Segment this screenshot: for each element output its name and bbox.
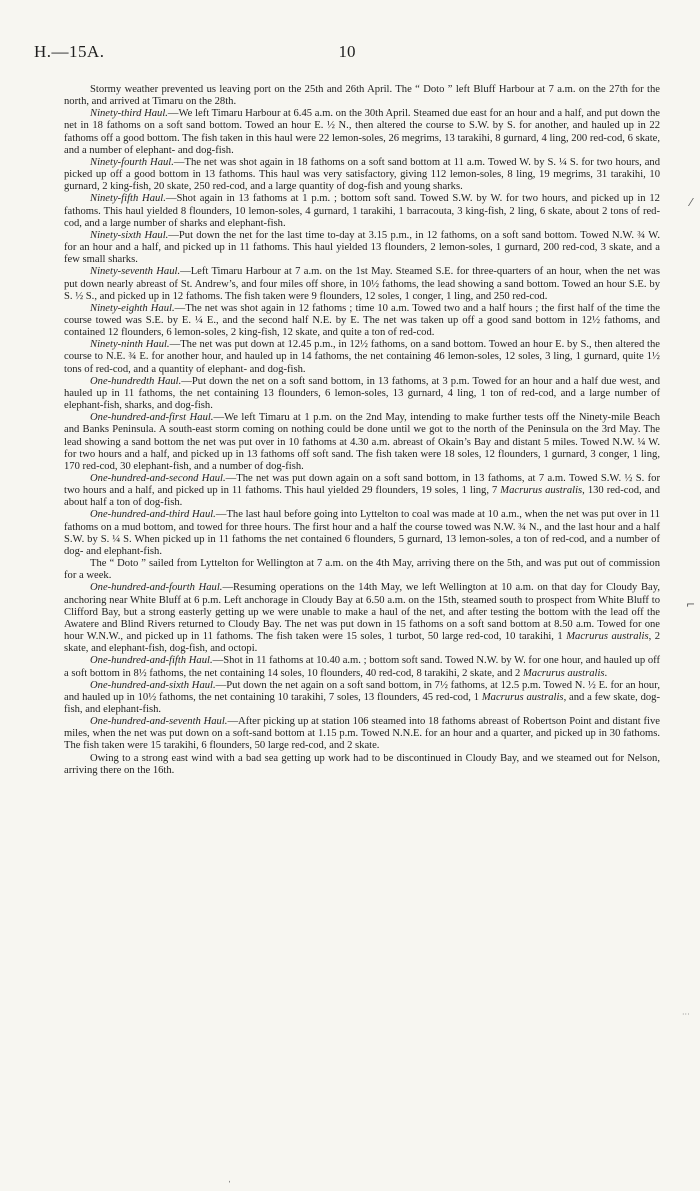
margin-tick-mark: ⌐ [686,598,696,611]
paragraph-haul-96: Ninety-sixth Haul.—Put down the net for the last time to-day at 3.15 p.m., in 12 fathoms, on a soft sand bottom. Towed N.W. ¾ W. for an hour and a half, and picked up in 11 fathoms. This haul yielded 13 flounders, 2 lemon-soles, 1 gurnard, 200 red-cod, 3 skate, and a few small sharks. [64,229,660,266]
footer-tick-mark: ˌ [228,1172,232,1183]
haul-heading: Ninety-fifth Haul. [90,193,166,205]
paragraph-haul-99: Ninety-ninth Haul.—The net was put down at 12.45 p.m., in 12½ fathoms, on a sand bottom. Towed an hour E. by S., then altered the course to N.E. ¾ E. for another hour, and hauled up in 14 fathoms, the net containing 46 lemon-soles, 12 soles, 3 ling, 1 gurnard, quite 1½ tons of red-cod, and a quantity of elephant- and dog-fish. [64,339,660,375]
haul-heading: Ninety-eighth Haul. [90,302,175,314]
species-name: Macrurus australis [500,485,583,497]
paragraph-haul-102: One-hundred-and-second Haul.—The net was put down again on a soft sand bottom, in 13 fathoms, at 7 a.m. Towed S.W. ½ S. for two hours and a half, and picked up in 11 fathoms. This haul yielded 29 flounders, 19 soles, 1 ling, 7 Macrurus australis, 130 red-cod, and about half a ton of dog-fish. [64,473,660,509]
haul-heading: One-hundred-and-second Haul. [90,473,226,484]
haul-heading: Ninety-fourth Haul. [90,156,174,168]
paragraph-closing: Owing to a strong east wind with a bad sea getting up work had to be discontinued in Cloudy Bay, and we steamed out for Nelson, arriving there on the 16th. [64,752,660,776]
haul-heading: Ninety-sixth Haul. [90,229,169,241]
haul-heading: One-hundred-and-sixth Haul. [90,679,216,691]
species-name: Macrurus australis [566,631,649,643]
paragraph-haul-106: One-hundred-and-sixth Haul.—Put down the net again on a soft sand bottom, in 7½ fathoms, at 12.5 p.m. Towed N. ½ E. for an hour, and hauled up in 10½ fathoms, the net containing 10 tarakihi, 7 soles, 13 flounders, 45 red-cod, 1 Macrurus australis, and a few skate, dog-fish, and elephant-fish. [64,679,661,715]
paragraph-haul-94: Ninety-fourth Haul.—The net was shot again in 18 fathoms on a soft sand bottom at 11 a.m. Towed W. by S. ¼ S. for two hours, and picked up off a good bottom in 13 fathoms. This haul was very satisfactory, giving 112 lemon-soles, 8 ling, 19 megrims, 31 tarakihi, 10 gurnard, 2 king-fish, 20 skate, 250 red-cod, and a large quantity of dog-fish and young sharks. [64,156,660,193]
margin-tick-mark: ⁄ [690,196,692,209]
paragraph-haul-104: One-hundred-and-fourth Haul.—Resuming operations on the 14th May, we left Wellington at 10 a.m. on that day for Cloudy Bay, anchoring near White Bluff at 6 p.m. Left anchorage in Cloudy Bay at 6.50 a.m. on the 15th, steamed south to prospect from White Bluff to Clifford Bay, but a strong easterly getting up we were unable to make a haul of the net, and after testing the bottom with the lead off the Awatere and Blind Rivers returned to Cloudy Bay. The net was put down in 15 fathoms on a soft sand bottom at 8.50 a.m. Towed for one hour W.N.W., and picked up in 11 fathoms. The fish taken were 15 soles, 1 turbot, 50 large red-cod, 10 tarakihi, 1 Macrurus australis, 2 skate, and elephant-fish, dog-fish, and octopi. [64,582,661,655]
paragraph-haul-97: Ninety-seventh Haul.—Left Timaru Harbour at 7 a.m. on the 1st May. Steamed S.E. for three-quarters of an hour, when the net was put down nearly abreast of St. Andrew’s, and four miles off shore, in 10½ fathoms, the lead showing a sand bottom. Towed an hour S.E. by S. ½ S., and picked up in 12 fathoms. The fish taken were 9 flounders, 12 soles, 1 conger, 1 ling, and 250 red-cod. [64,266,660,302]
haul-heading: One-hundred-and-third Haul. [90,509,216,521]
haul-heading: One-hundred-and-seventh Haul. [90,716,228,728]
species-name: Macrurus australis [481,691,564,703]
paragraph-intro: Stormy weather prevented us leaving port on the 25th and 26th April. The “ Doto ” left Bluff Harbour at 7 a.m. on the 27th for the north, and arrived at Timaru on the 28th. [64,84,660,108]
haul-heading: One-hundred-and-fifth Haul. [90,655,213,667]
haul-heading: One-hundred-and-first Haul. [90,412,214,424]
paragraph-haul-95: Ninety-fifth Haul.—Shot again in 13 fathoms at 1 p.m. ; bottom soft sand. Towed S.W. by W. for two hours, and picked up in 12 fathoms. This haul yielded 8 flounders, 10 lemon-soles, 4 gurnard, 1 tarakihi, 1 barracouta, 3 king-fish, 2 ling, 6 skate, about 2 tons of red-cod, and a large number of sharks and elephant-fish. [64,193,660,229]
haul-heading: Ninety-seventh Haul. [90,266,181,278]
haul-heading: Ninety-third Haul. [90,108,168,120]
paragraph-lyttelton: The “ Doto ” sailed from Lyttelton for Wellington at 7 a.m. on the 4th May, arriving there on the 5th, and was put out of commission for a week. [64,558,660,582]
margin-smudge-mark: ··· [682,1010,690,1019]
haul-heading: Ninety-ninth Haul. [90,339,170,351]
paragraph-haul-101: One-hundred-and-first Haul.—We left Timaru at 1 p.m. on the 2nd May, intending to make further tests off the Ninety-mile Beach and Banks Peninsula. A south-east storm coming on nothing could be done until we got to the north of the Peninsula on the 3rd May. The lead showing a sand bottom the net was put over in 10 fathoms at 4.30 a.m. abreast of Okain’s Bay and distant 5 miles. Towed N.W. ¼ W. for two hours and a half, and picked up in 13 fathoms off soft sand. The fish taken were 18 soles, 12 flounders, 1 gurnard, 3 conger, 1 ling, 170 red-cod, 30 elephant-fish, and a number of dog-fish. [64,412,660,472]
paragraph-haul-105: One-hundred-and-fifth Haul.—Shot in 11 fathoms at 10.40 a.m. ; bottom soft sand. Towed N.W. by W. for one hour, and hauled up off a soft bottom in 8½ fathoms, the net containing 14 soles, 10 flounders, 40 red-cod, 8 tarakihi, 2 skate, and 2 Macrurus australis. [64,655,661,679]
page-header [34,42,660,68]
page-number: 10 [338,42,356,61]
haul-heading: One-hundred-and-fourth Haul. [90,582,223,594]
paragraph-haul-100: One-hundredth Haul.—Put down the net on a soft sand bottom, in 13 fathoms, at 3 p.m. Towed for an hour and a half due west, and hauled up in 11 fathoms, the net containing 13 flounders, 6 lemon-soles, 13 gurnard, 4 ling, 1 ton of red-cod, and a large number of elephant-fish, sharks, and dog-fish. [64,375,660,412]
haul-heading: One-hundredth Haul. [90,375,182,387]
report-body [64,84,660,777]
document-reference: H.—15A. [34,42,105,61]
paragraph-haul-107: One-hundred-and-seventh Haul.—After picking up at station 106 steamed into 18 fathoms abreast of Robertson Point and distant five miles, when the net was put down on a soft-sand bottom at 1.15 p.m. Towed N.N.E. for an hour and a quarter, and picked up in 30 fathoms. The fish taken were 15 tarakihi, 6 flounders, 50 large red-cod, and 2 skate. [64,716,660,752]
paragraph-haul-98: Ninety-eighth Haul.—The net was shot again in 12 fathoms ; time 10 a.m. Towed two and a half hours ; the first half of the time the course towed was S.E. by E. ¼ E., and the second half N.E. by E. The net was taken up off a good sand bottom in 12½ fathoms, and contained 12 flounders, 6 lemon-soles, 2 king-fish, 12 skate, and quite a ton of red-cod. [64,302,660,339]
paragraph-haul-93: Ninety-third Haul.—We left Timaru Harbour at 6.45 a.m. on the 30th April. Steamed due east for an hour and a half, and put down the net in 18 fathoms on a soft sand bottom. Towed an hour E. ½ N., then altered the course to S.W. by S. for another, and hauled up in 22 fathoms off a good bottom. The fish taken in this haul were 22 lemon-soles, 26 megrims, 13 tarakihi, 8 gurnard, 4 ling, 200 red-cod, 6 skate, and a number of elephant- and dog-fish. [64,108,660,156]
species-name: Macrurus australis [522,667,605,679]
paragraph-haul-103: One-hundred-and-third Haul.—The last haul before going into Lyttelton to coal was made at 10 a.m., when the net was put over in 11 fathoms on a mud bottom, and towed for three hours. The first hour and a half the course towed was N.W. ¾ N., and the last hour and a half S.W. by S. ¼ S. When picked up in 11 fathoms the net contained 6 flounders, 5 gurnard, 13 lemon-soles, a ton of red-cod, and a number of dog- and elephant-fish. [64,509,660,557]
